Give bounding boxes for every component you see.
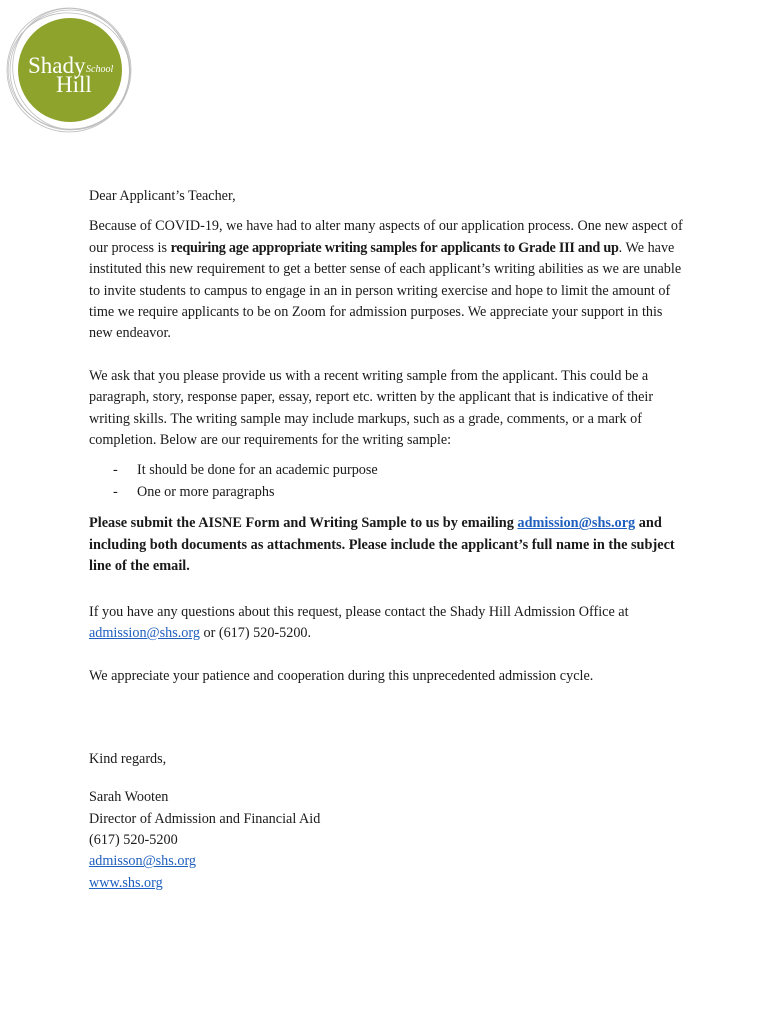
questions-paragraph bbox=[89, 602, 689, 645]
questions-text-start: If you have any questions about this request, please contact the Shady Hill Admission Office at bbox=[89, 603, 629, 620]
list-dash: - bbox=[113, 462, 118, 479]
signature-phone: (617) 520-5200 bbox=[89, 831, 178, 848]
salutation: Dear Applicant’s Teacher, bbox=[89, 188, 236, 204]
submission-text-end: and including both documents as attachments. Please include the applicant’s full name in the subject line of the email. bbox=[89, 515, 675, 575]
signature-title: Director of Admission and Financial Aid bbox=[89, 810, 321, 827]
submission-instructions bbox=[89, 513, 689, 577]
logo-text-hill: Hill bbox=[56, 72, 92, 97]
signature-email-link[interactable]: admisson@shs.org bbox=[89, 853, 197, 870]
intro-paragraph bbox=[89, 216, 689, 344]
logo-text-shady: Shady bbox=[28, 53, 86, 78]
appreciation-paragraph: We appreciate your patience and cooperation during this unprecedented admission cycle. bbox=[89, 668, 594, 685]
intro-highlight: requiring age appropriate writing samples for applicants to Grade III and up bbox=[170, 239, 619, 256]
submission-text-start: Please submit the AISNE Form and Writing Sample to us by emailing bbox=[89, 515, 518, 532]
questions-email-link[interactable]: admission@shs.org bbox=[89, 624, 200, 641]
signature-name: Sarah Wooten bbox=[89, 789, 169, 806]
intro-text-end: . We have instituted this new requirement to get a better sense of each applicant’s writing abilities as we are unable to invite students to campus to engage in an in person writing exercise and hope to limit the amount of time we require applicants to be on Zoom for admission purposes. We appreciate your support in this new endeavor. bbox=[89, 239, 682, 342]
list-item-text: One or more paragraphs bbox=[137, 483, 275, 500]
submission-email-link[interactable]: admission@shs.org bbox=[517, 515, 636, 532]
signature-block bbox=[89, 787, 689, 894]
shady-hill-logo bbox=[6, 6, 134, 134]
letter-body bbox=[89, 186, 689, 894]
logo-text-school: School bbox=[86, 64, 114, 75]
list-item bbox=[89, 482, 689, 503]
requirements-list bbox=[89, 460, 689, 503]
questions-text-end: or (617) 520-5200. bbox=[199, 624, 312, 641]
list-item-text: It should be done for an academic purpose bbox=[137, 462, 378, 479]
intro-text-start: Because of COVID-19, we have had to alter many aspects of our application process. One new aspect of our process is bbox=[89, 218, 683, 256]
closing: Kind regards, bbox=[89, 750, 167, 767]
request-paragraph: We ask that you please provide us with a recent writing sample from the applicant. This could be a paragraph, story, response paper, essay, report etc. written by the applicant that is indicative of their writing skills. The writing sample may include markups, such as a grade, comments, or a mark of completion. Below are our requirements for the writing sample: bbox=[89, 367, 654, 449]
list-item bbox=[89, 460, 689, 481]
list-dash: - bbox=[113, 483, 118, 500]
signature-website-link[interactable]: www.shs.org bbox=[89, 874, 163, 891]
